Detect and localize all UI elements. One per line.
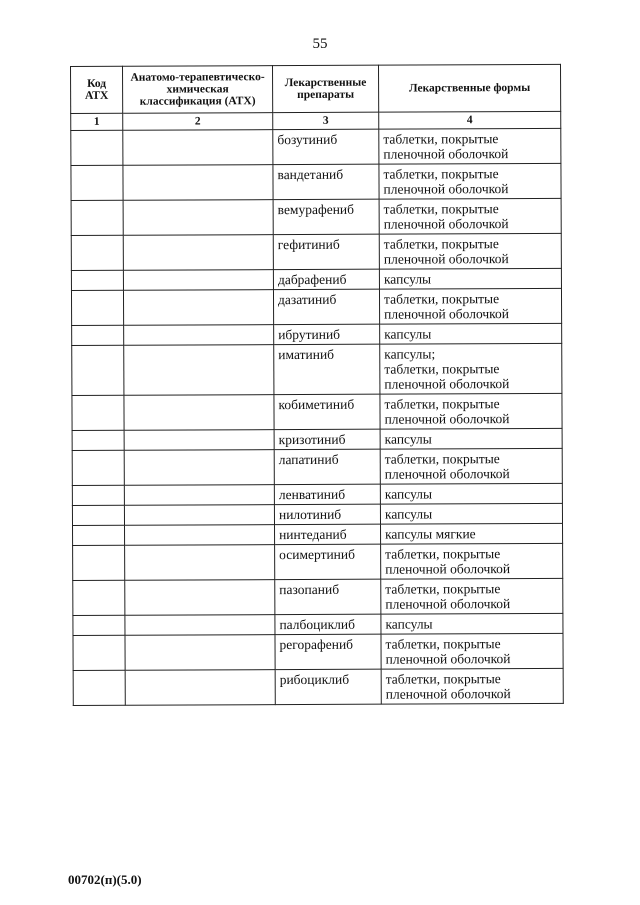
atc-code-cell — [71, 165, 123, 200]
atc-classification-cell — [123, 235, 273, 271]
dosage-form-text: капсулы; — [384, 346, 436, 362]
table-row — [72, 343, 562, 395]
preparation-cell: рибоциклиб — [275, 669, 381, 704]
preparation-cell: кризотиниб — [274, 429, 380, 449]
drug-table — [70, 64, 564, 706]
dosage-form-text: капсулы — [383, 271, 432, 287]
preparation-cell: вандетаниб — [273, 164, 379, 199]
preparation-cell: палбоциклиб — [275, 614, 381, 634]
table-row — [71, 128, 561, 165]
atc-classification-cell — [124, 450, 274, 486]
atc-classification-cell — [125, 615, 275, 636]
table-row — [72, 393, 562, 430]
table-row — [72, 483, 562, 505]
table-row — [73, 523, 563, 545]
atc-classification-cell — [123, 290, 273, 326]
preparation-cell: вемурафениб — [273, 199, 379, 234]
table-row — [71, 163, 561, 200]
dosage-form-cell — [381, 578, 563, 614]
dosage-form-cell — [379, 163, 561, 199]
atc-classification-cell — [123, 165, 273, 201]
dosage-form-text: капсулы — [384, 506, 433, 522]
dosage-form-cell — [381, 523, 563, 544]
atc-classification-cell — [124, 395, 274, 431]
dosage-form-text: таблетки, покрытые пленочной оболочкой — [385, 671, 511, 702]
header-atc-classification: Анатомо-терапевтическо-химическая классификация (АТХ) — [123, 66, 273, 114]
dosage-form-text: таблетки, покрытые пленочной оболочкой — [385, 581, 511, 612]
column-number: 1 — [71, 113, 123, 130]
atc-classification-cell — [124, 485, 274, 506]
atc-classification-cell — [125, 545, 275, 581]
preparation-cell: гефитиниб — [273, 234, 379, 269]
dosage-form-text: таблетки, покрытые пленочной оболочкой — [384, 396, 510, 427]
atc-code-cell — [73, 615, 125, 635]
atc-code-cell — [71, 270, 123, 290]
dosage-form-cell — [380, 323, 562, 344]
header-medicinal-preparations: Лекарственные препараты — [273, 65, 379, 112]
dosage-form-text: таблетки, покрытые пленочной оболочкой — [383, 291, 510, 322]
preparation-cell: иматиниб — [274, 344, 380, 394]
dosage-form-cell — [379, 268, 561, 289]
table-row — [73, 633, 563, 670]
table-header-row — [71, 64, 561, 113]
column-number: 3 — [273, 112, 379, 129]
preparation-cell: регорафениб — [275, 634, 381, 669]
preparation-cell: осимертиниб — [275, 544, 381, 579]
table-row — [73, 578, 563, 615]
preparation-cell: лапатиниб — [274, 449, 380, 484]
atc-classification-cell — [124, 430, 274, 451]
atc-classification-cell — [125, 635, 275, 671]
dosage-form-text: таблетки, покрытые пленочной оболочкой — [383, 166, 509, 197]
atc-classification-cell — [123, 130, 273, 166]
table-row — [71, 288, 561, 325]
atc-code-cell — [72, 485, 124, 505]
dosage-form-cell — [379, 198, 561, 234]
atc-classification-cell — [124, 505, 274, 526]
atc-classification-cell — [124, 345, 274, 396]
table-row — [71, 198, 561, 235]
preparation-cell: пазопаниб — [275, 579, 381, 614]
atc-code-cell — [71, 200, 123, 235]
atc-code-cell — [72, 430, 124, 450]
table-row — [73, 543, 563, 580]
table-row — [71, 233, 561, 270]
atc-code-cell — [72, 505, 124, 525]
dosage-form-cell — [380, 483, 562, 504]
dosage-form-cell — [381, 543, 563, 579]
dosage-form-cell — [380, 343, 562, 394]
atc-code-cell — [73, 580, 125, 615]
atc-code-cell — [72, 450, 124, 485]
dosage-form-text: капсулы мягкие — [385, 526, 476, 542]
atc-code-cell — [73, 545, 125, 580]
atc-code-cell — [71, 235, 123, 270]
preparation-cell: кобиметиниб — [274, 394, 380, 429]
atc-classification-cell — [125, 670, 275, 706]
column-number-row — [71, 111, 561, 130]
table-row — [73, 668, 563, 705]
dosage-form-text: таблетки, покрытые пленочной оболочкой — [383, 131, 509, 162]
atc-classification-cell — [123, 200, 273, 236]
dosage-form-text: таблетки, покрытые пленочной оболочкой — [384, 361, 510, 392]
dosage-form-text: таблетки, покрытые пленочной оболочкой — [383, 236, 509, 267]
atc-code-cell — [72, 345, 124, 395]
atc-code-cell — [73, 635, 125, 670]
column-number: 2 — [123, 113, 273, 131]
table-body — [71, 128, 564, 705]
preparation-cell: бозутиниб — [273, 129, 379, 164]
dosage-form-cell — [379, 288, 561, 324]
dosage-form-cell — [379, 233, 561, 269]
atc-code-cell — [72, 325, 124, 345]
atc-classification-cell — [124, 325, 274, 346]
page-number: 55 — [312, 36, 328, 52]
preparation-cell: дазатиниб — [273, 289, 379, 324]
atc-code-cell — [72, 395, 124, 430]
dosage-form-text: капсулы — [384, 431, 432, 447]
dosage-form-cell — [380, 448, 562, 484]
dosage-form-cell — [379, 128, 561, 164]
column-number: 4 — [379, 111, 561, 129]
table-row — [71, 268, 561, 290]
dosage-form-cell — [380, 393, 562, 429]
dosage-form-text: капсулы — [385, 616, 433, 632]
header-atc-code: Код АТХ — [71, 66, 123, 113]
dosage-form-cell — [381, 613, 563, 634]
atc-code-cell — [73, 670, 125, 705]
atc-classification-cell — [125, 580, 275, 616]
dosage-form-text: таблетки, покрытые пленочной оболочкой — [385, 546, 511, 577]
atc-code-cell — [73, 525, 125, 545]
dosage-form-cell — [380, 428, 562, 449]
table-row — [72, 323, 562, 345]
table-row — [72, 448, 562, 485]
dosage-form-text: таблетки, покрытые пленочной оболочкой — [383, 201, 509, 232]
table-row — [72, 503, 562, 525]
atc-code-cell — [71, 290, 123, 325]
atc-code-cell — [71, 130, 123, 165]
preparation-cell: дабрафениб — [273, 269, 379, 289]
header-dosage-forms: Лекарственные формы — [378, 64, 560, 112]
table-row — [72, 428, 562, 450]
document-footer-code: 00702(п)(5.0) — [68, 872, 142, 887]
dosage-form-cell — [381, 668, 563, 704]
dosage-form-text: капсулы — [384, 486, 433, 502]
atc-classification-cell — [125, 525, 275, 546]
preparation-cell: нилотиниб — [274, 504, 380, 524]
table-row — [73, 613, 563, 635]
preparation-cell: нинтеданиб — [275, 524, 381, 544]
dosage-form-cell — [380, 503, 562, 524]
dosage-form-text: таблетки, покрытые пленочной оболочкой — [384, 451, 510, 482]
atc-classification-cell — [123, 270, 273, 291]
preparation-cell: ибрутиниб — [274, 324, 380, 344]
dosage-form-text: капсулы — [384, 326, 432, 342]
dosage-form-text: таблетки, покрытые пленочной оболочкой — [385, 636, 511, 667]
preparation-cell: ленватиниб — [274, 484, 380, 504]
dosage-form-cell — [381, 633, 563, 669]
